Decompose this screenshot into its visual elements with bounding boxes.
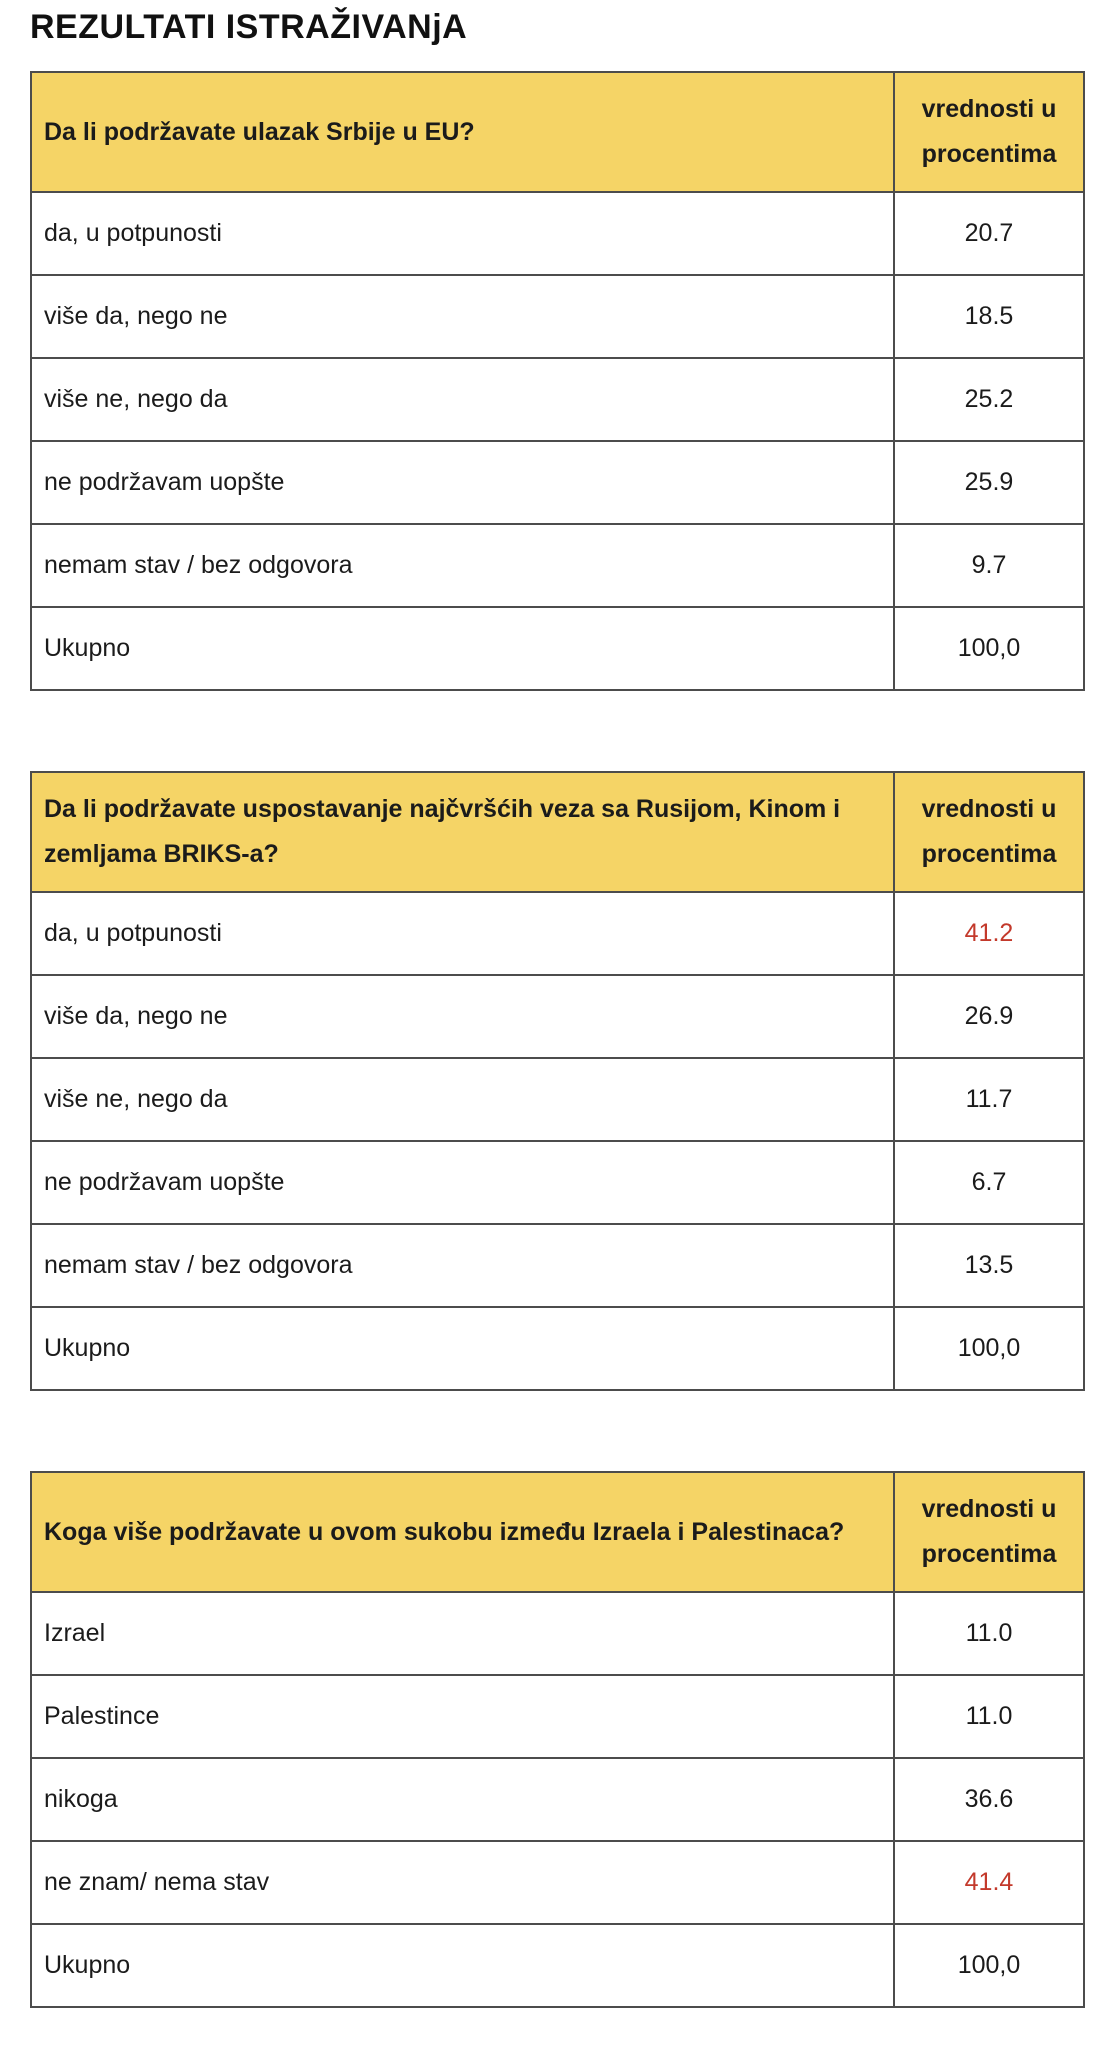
percent-value: 6.7 [894,1141,1084,1224]
percent-value: 41.2 [894,892,1084,975]
table-row [31,1841,1084,1924]
question-header: Koga više podržavate u ovom sukobu između Izraela i Palestinaca? [31,1472,894,1592]
percent-value: 11.7 [894,1058,1084,1141]
percent-value: 26.9 [894,975,1084,1058]
total-value: 100,0 [894,607,1084,690]
answer-label: više ne, nego da [31,358,894,441]
table-row [31,358,1084,441]
answer-label: nemam stav / bez odgovora [31,524,894,607]
survey-table-briks [30,771,1085,1391]
answer-label: Palestince [31,1675,894,1758]
percent-value: 13.5 [894,1224,1084,1307]
answer-label: nikoga [31,1758,894,1841]
total-value: 100,0 [894,1307,1084,1390]
table-body [31,1592,1084,2007]
percent-value: 11.0 [894,1592,1084,1675]
value-column-header: vrednosti u procentima [894,772,1084,892]
percent-value: 18.5 [894,275,1084,358]
percent-value: 25.2 [894,358,1084,441]
table-header [31,772,1084,892]
answer-label: više da, nego ne [31,975,894,1058]
answer-label: Izrael [31,1592,894,1675]
table-row [31,1141,1084,1224]
table-row [31,524,1084,607]
answer-label: ne podržavam uopšte [31,1141,894,1224]
percent-value: 25.9 [894,441,1084,524]
header-row [31,72,1084,192]
table-header [31,1472,1084,1592]
page-title: REZULTATI ISTRAŽIVANjA [30,8,468,46]
percent-value: 41.4 [894,1841,1084,1924]
header-row [31,772,1084,892]
percent-value: 11.0 [894,1675,1084,1758]
table-body [31,892,1084,1390]
answer-label: više ne, nego da [31,1058,894,1141]
total-row [31,1307,1084,1390]
table-row [31,1224,1084,1307]
total-label: Ukupno [31,1924,894,2007]
table-row [31,1592,1084,1675]
value-column-header: vrednosti u procentima [894,72,1084,192]
total-row [31,1924,1084,2007]
total-label: Ukupno [31,607,894,690]
question-header: Da li podržavate uspostavanje najčvršćih veza sa Rusijom, Kinom i zemljama BRIKS-a? [31,772,894,892]
percent-value: 36.6 [894,1758,1084,1841]
value-column-header: vrednosti u procentima [894,1472,1084,1592]
answer-label: ne podržavam uopšte [31,441,894,524]
table-header [31,72,1084,192]
answer-label: da, u potpunosti [31,192,894,275]
total-label: Ukupno [31,1307,894,1390]
table-row [31,1758,1084,1841]
table-row [31,1058,1084,1141]
table-body [31,192,1084,690]
total-value: 100,0 [894,1924,1084,2007]
percent-value: 9.7 [894,524,1084,607]
survey-table-israel-palestine [30,1471,1085,2008]
answer-label: nemam stav / bez odgovora [31,1224,894,1307]
header-row [31,1472,1084,1592]
answer-label: ne znam/ nema stav [31,1841,894,1924]
table-row [31,441,1084,524]
percent-value: 20.7 [894,192,1084,275]
survey-table-eu [30,71,1085,691]
table-row [31,1675,1084,1758]
table-row [31,275,1084,358]
total-row [31,607,1084,690]
table-row [31,192,1084,275]
answer-label: da, u potpunosti [31,892,894,975]
question-header: Da li podržavate ulazak Srbije u EU? [31,72,894,192]
table-row [31,892,1084,975]
answer-label: više da, nego ne [31,275,894,358]
table-row [31,975,1084,1058]
